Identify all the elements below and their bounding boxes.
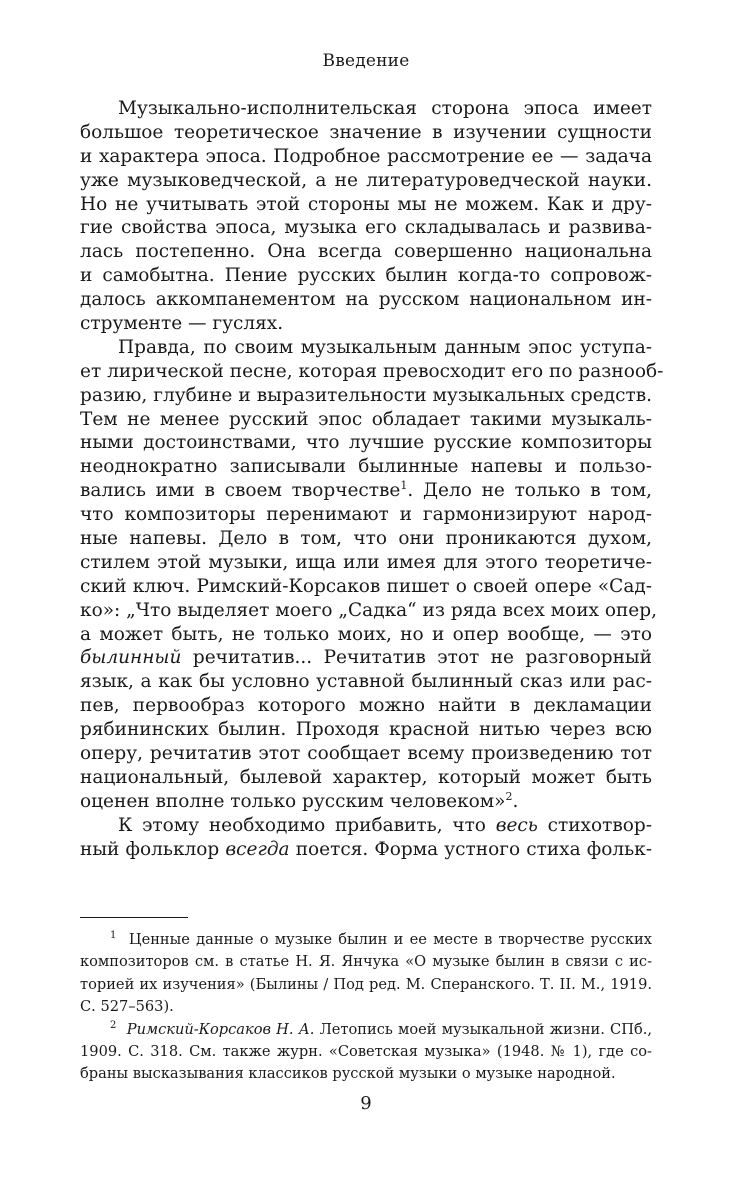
footnote-line: $^1$ Ценные данные о музыке былин и ее месте в творчестве русских xyxy=(110,930,653,948)
page-number: 9 xyxy=(360,1093,372,1114)
footnote-line: $^2$ Римский-Корсаков Н. А. Летопись моей музыкальной жизни. СПб., xyxy=(110,1019,653,1038)
text-line: гие свойства эпоса, музыка его складывалась и развива- xyxy=(80,217,652,239)
text-line: язык, а как бы условно уставной былинный сказ или рас- xyxy=(80,671,652,693)
footnote-line: 1909. С. 318. См. также журн. «Советская музыка» (1948. № 1), где со- xyxy=(80,1042,652,1060)
footnote-line: торией их изучения» (Былины / Под ред. М. Сперанского. Т. II. М., 1919. xyxy=(80,975,652,993)
footnote-line: композиторов см. в статье Н. Я. Янчука «О музыке былин в связи с ис- xyxy=(80,953,652,971)
running-head: Введение xyxy=(322,51,410,71)
text-line: и самобытна. Пение русских былин когда-то сопровож- xyxy=(80,265,652,287)
text-line: а может быть, не только моих, но и опер вообще, — это xyxy=(80,623,652,645)
text-line: рябининских былин. Проходя красной нитью через всю xyxy=(80,719,652,741)
text-line: Тем не менее русский эпос обладает такими музыкаль- xyxy=(80,408,652,430)
text-line: далось аккомпанементом на русском национальном ин- xyxy=(80,289,652,311)
text-line: уже музыковедческой, а не литературоведческой науки. xyxy=(80,169,652,191)
text-line: струменте — гуслях. xyxy=(80,313,284,335)
text-line: стилем этой музыки, ища или имея для этого теоретиче- xyxy=(80,551,652,573)
footnote-divider xyxy=(80,917,188,918)
text-line: ными достоинствами, что лучшие русские композиторы xyxy=(80,432,652,454)
text-line: лась постепенно. Она всегда совершенно национальна xyxy=(80,241,652,263)
footnotes xyxy=(80,929,652,1086)
text-line: оценен вполне только русским человеком»$^2$. xyxy=(80,789,519,812)
italic-word: весь xyxy=(495,814,538,836)
footnote-ref: 1 xyxy=(400,479,408,493)
footnote-number: 2 xyxy=(110,1019,117,1031)
text-line: Но не учитывать этой стороны мы не можем. Как и дру- xyxy=(80,193,652,215)
text-line: Музыкально-исполнительская сторона эпоса имеет xyxy=(118,98,652,119)
text-line: вались ими в своем творчестве$^1$. Дело не только в том, xyxy=(80,479,652,502)
text-line: ный фольклор всегда поется. Форма устного стиха фольк- xyxy=(80,838,652,860)
text-line: и характера эпоса. Подробное рассмотрение ее — задача xyxy=(80,145,652,167)
text-line: что композиторы перенимают и гармонизируют народ- xyxy=(80,504,652,526)
book-page xyxy=(80,0,664,1182)
text-line: национальный, былевой характер, который может быть xyxy=(80,766,652,788)
text-line: ский ключ. Римский-Корсаков пишет о своей опере «Сад- xyxy=(80,575,652,597)
text-line: ные напевы. Дело в том, что они проникаются духом, xyxy=(80,528,652,550)
footnote-line: браны высказывания классиков русской музыки о музыке народной. xyxy=(80,1065,616,1083)
text-line: пев, первообраз которого можно найти в декламации xyxy=(80,695,652,717)
text-line: разию, глубине и выразительности музыкальных средств. xyxy=(80,384,652,406)
footnote-author: Римский-Корсаков Н. А. xyxy=(126,1020,315,1038)
italic-word: былинный xyxy=(80,647,182,669)
footnote-ref: 2 xyxy=(505,789,513,803)
text-line: оперу, речитатив этот сообщает всему произведению тот xyxy=(80,743,652,765)
footnote-number: 1 xyxy=(110,930,117,942)
text-line: былинный речитатив... Речитатив этот не разговорный xyxy=(80,647,652,669)
text-line: ет лирической песне, которая превосходит его по разнооб- xyxy=(80,360,664,382)
italic-word: всегда xyxy=(225,838,290,860)
text-line: неоднократно записывали былинные напевы и пользо- xyxy=(80,456,652,478)
footnote-line: С. 527–563). xyxy=(80,998,174,1016)
text-line: Правда, по своим музыкальным данным эпос уступа- xyxy=(118,336,652,358)
text-line: ко»: „Что выделяет моего „Садка“ из ряда всех моих опер, xyxy=(80,599,657,621)
text-line: большое теоретическое значение в изучении сущности xyxy=(80,121,652,143)
text-line: К этому необходимо прибавить, что весь стихотвор- xyxy=(118,814,652,836)
main-text xyxy=(80,97,664,862)
